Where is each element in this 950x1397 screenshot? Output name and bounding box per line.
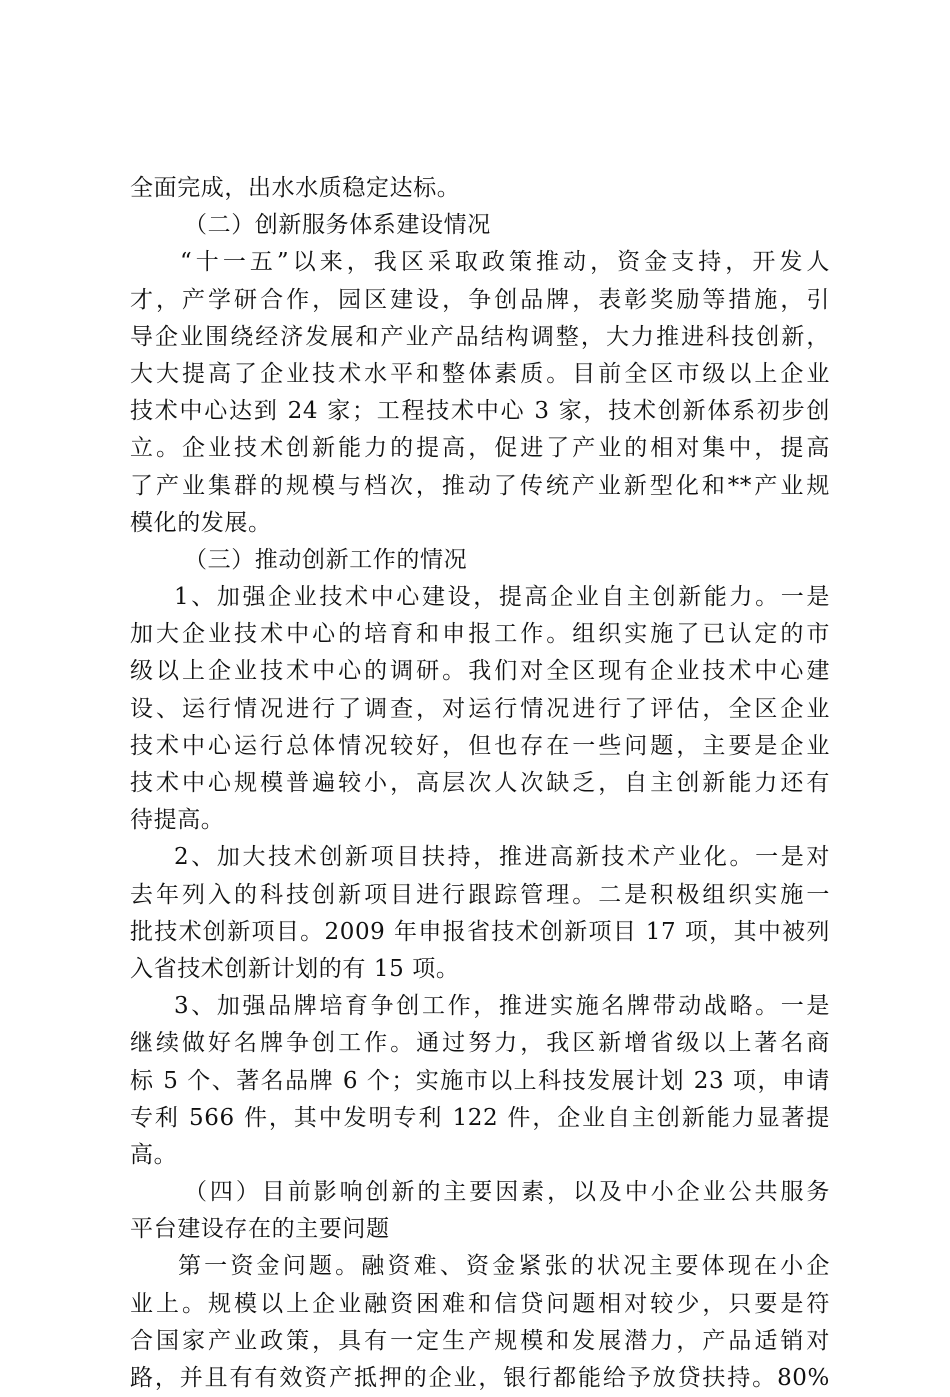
paragraph-line: “十一五”以来，我区采取政策推动，资金支持，开发人 (180, 249, 830, 276)
paragraph-line: 业上。规模以上企业融资困难和信贷问题相对较少，只要是符 (130, 1290, 830, 1317)
paragraph-line: 全面完成，出水水质稳定达标。 (130, 175, 461, 201)
section-heading-line: （二）创新服务体系建设情况 (184, 212, 491, 239)
paragraph-line: 标 5 个、著名品牌 6 个；实施市以上科技发展计划 23 项，申请 (130, 1067, 830, 1094)
paragraph-line: 才，产学研合作，园区建设，争创品牌，表彰奖励等措施，引 (130, 286, 830, 313)
paragraph-line: 了产业集群的规模与档次，推动了传统产业新型化和**产业规 (130, 472, 830, 499)
paragraph-line: 大大提高了企业技术水平和整体素质。目前全区市级以上企业 (130, 360, 830, 387)
paragraph-line: 入省技术创新计划的有 15 项。 (130, 955, 460, 982)
paragraph-line: 技术中心运行总体情况较好，但也存在一些问题，主要是企业 (130, 732, 830, 759)
paragraph-line: 1、加强企业技术中心建设，提高企业自主创新能力。一是 (174, 584, 830, 611)
paragraph-line: 去年列入的科技创新项目进行跟踪管理。二是积极组织实施一 (130, 881, 830, 908)
paragraph-line: 立。企业技术创新能力的提高，促进了产业的相对集中，提高 (130, 435, 830, 462)
paragraph-line: 设、运行情况进行了调查，对运行情况进行了评估，全区企业 (130, 695, 830, 722)
section-heading-line: （四）目前影响创新的主要因素，以及中小企业公共服务 (184, 1179, 830, 1206)
paragraph-line: 3、加强品牌培育争创工作，推进实施名牌带动战略。一是 (174, 993, 830, 1020)
paragraph-line: 导企业围绕经济发展和产业产品结构调整，大力推进科技创新， (130, 323, 830, 350)
paragraph-line: 模化的发展。 (130, 509, 272, 536)
paragraph-line: 继续做好名牌争创工作。通过努力，我区新增省级以上著名商 (130, 1030, 830, 1057)
paragraph-line: 路，并且有有效资产抵押的企业，银行都能给予放贷扶持。80% (130, 1365, 830, 1391)
section-heading-line: （三）推动创新工作的情况 (184, 546, 468, 573)
document-body (130, 170, 830, 1397)
paragraph-line: 合国家产业政策，具有一定生产规模和发展潜力，产品适销对 (130, 1327, 830, 1354)
paragraph-line: 批技术创新项目。2009 年申报省技术创新项目 17 项，其中被列 (130, 918, 830, 945)
paragraph-line: 高。 (130, 1141, 178, 1168)
paragraph-line: 级以上企业技术中心的调研。我们对全区现有企业技术中心建 (130, 658, 830, 685)
paragraph-line: 技术中心达到 24 家；工程技术中心 3 家，技术创新体系初步创 (130, 398, 830, 425)
paragraph-line: 专利 566 件，其中发明专利 122 件，企业自主创新能力显著提 (130, 1104, 830, 1131)
paragraph-line: 平台建设存在的主要问题 (130, 1216, 390, 1243)
paragraph-line: 第一资金问题。融资难、资金紧张的状况主要体现在小企 (178, 1253, 830, 1280)
paragraph-line: 待提高。 (130, 807, 225, 834)
paragraph-line: 加大企业技术中心的培育和申报工作。组织实施了已认定的市 (130, 621, 830, 648)
paragraph-line: 技术中心规模普遍较小，高层次人次缺乏，自主创新能力还有 (130, 770, 830, 796)
paragraph-line: 2、加大技术创新项目扶持，推进高新技术产业化。一是对 (174, 844, 830, 871)
